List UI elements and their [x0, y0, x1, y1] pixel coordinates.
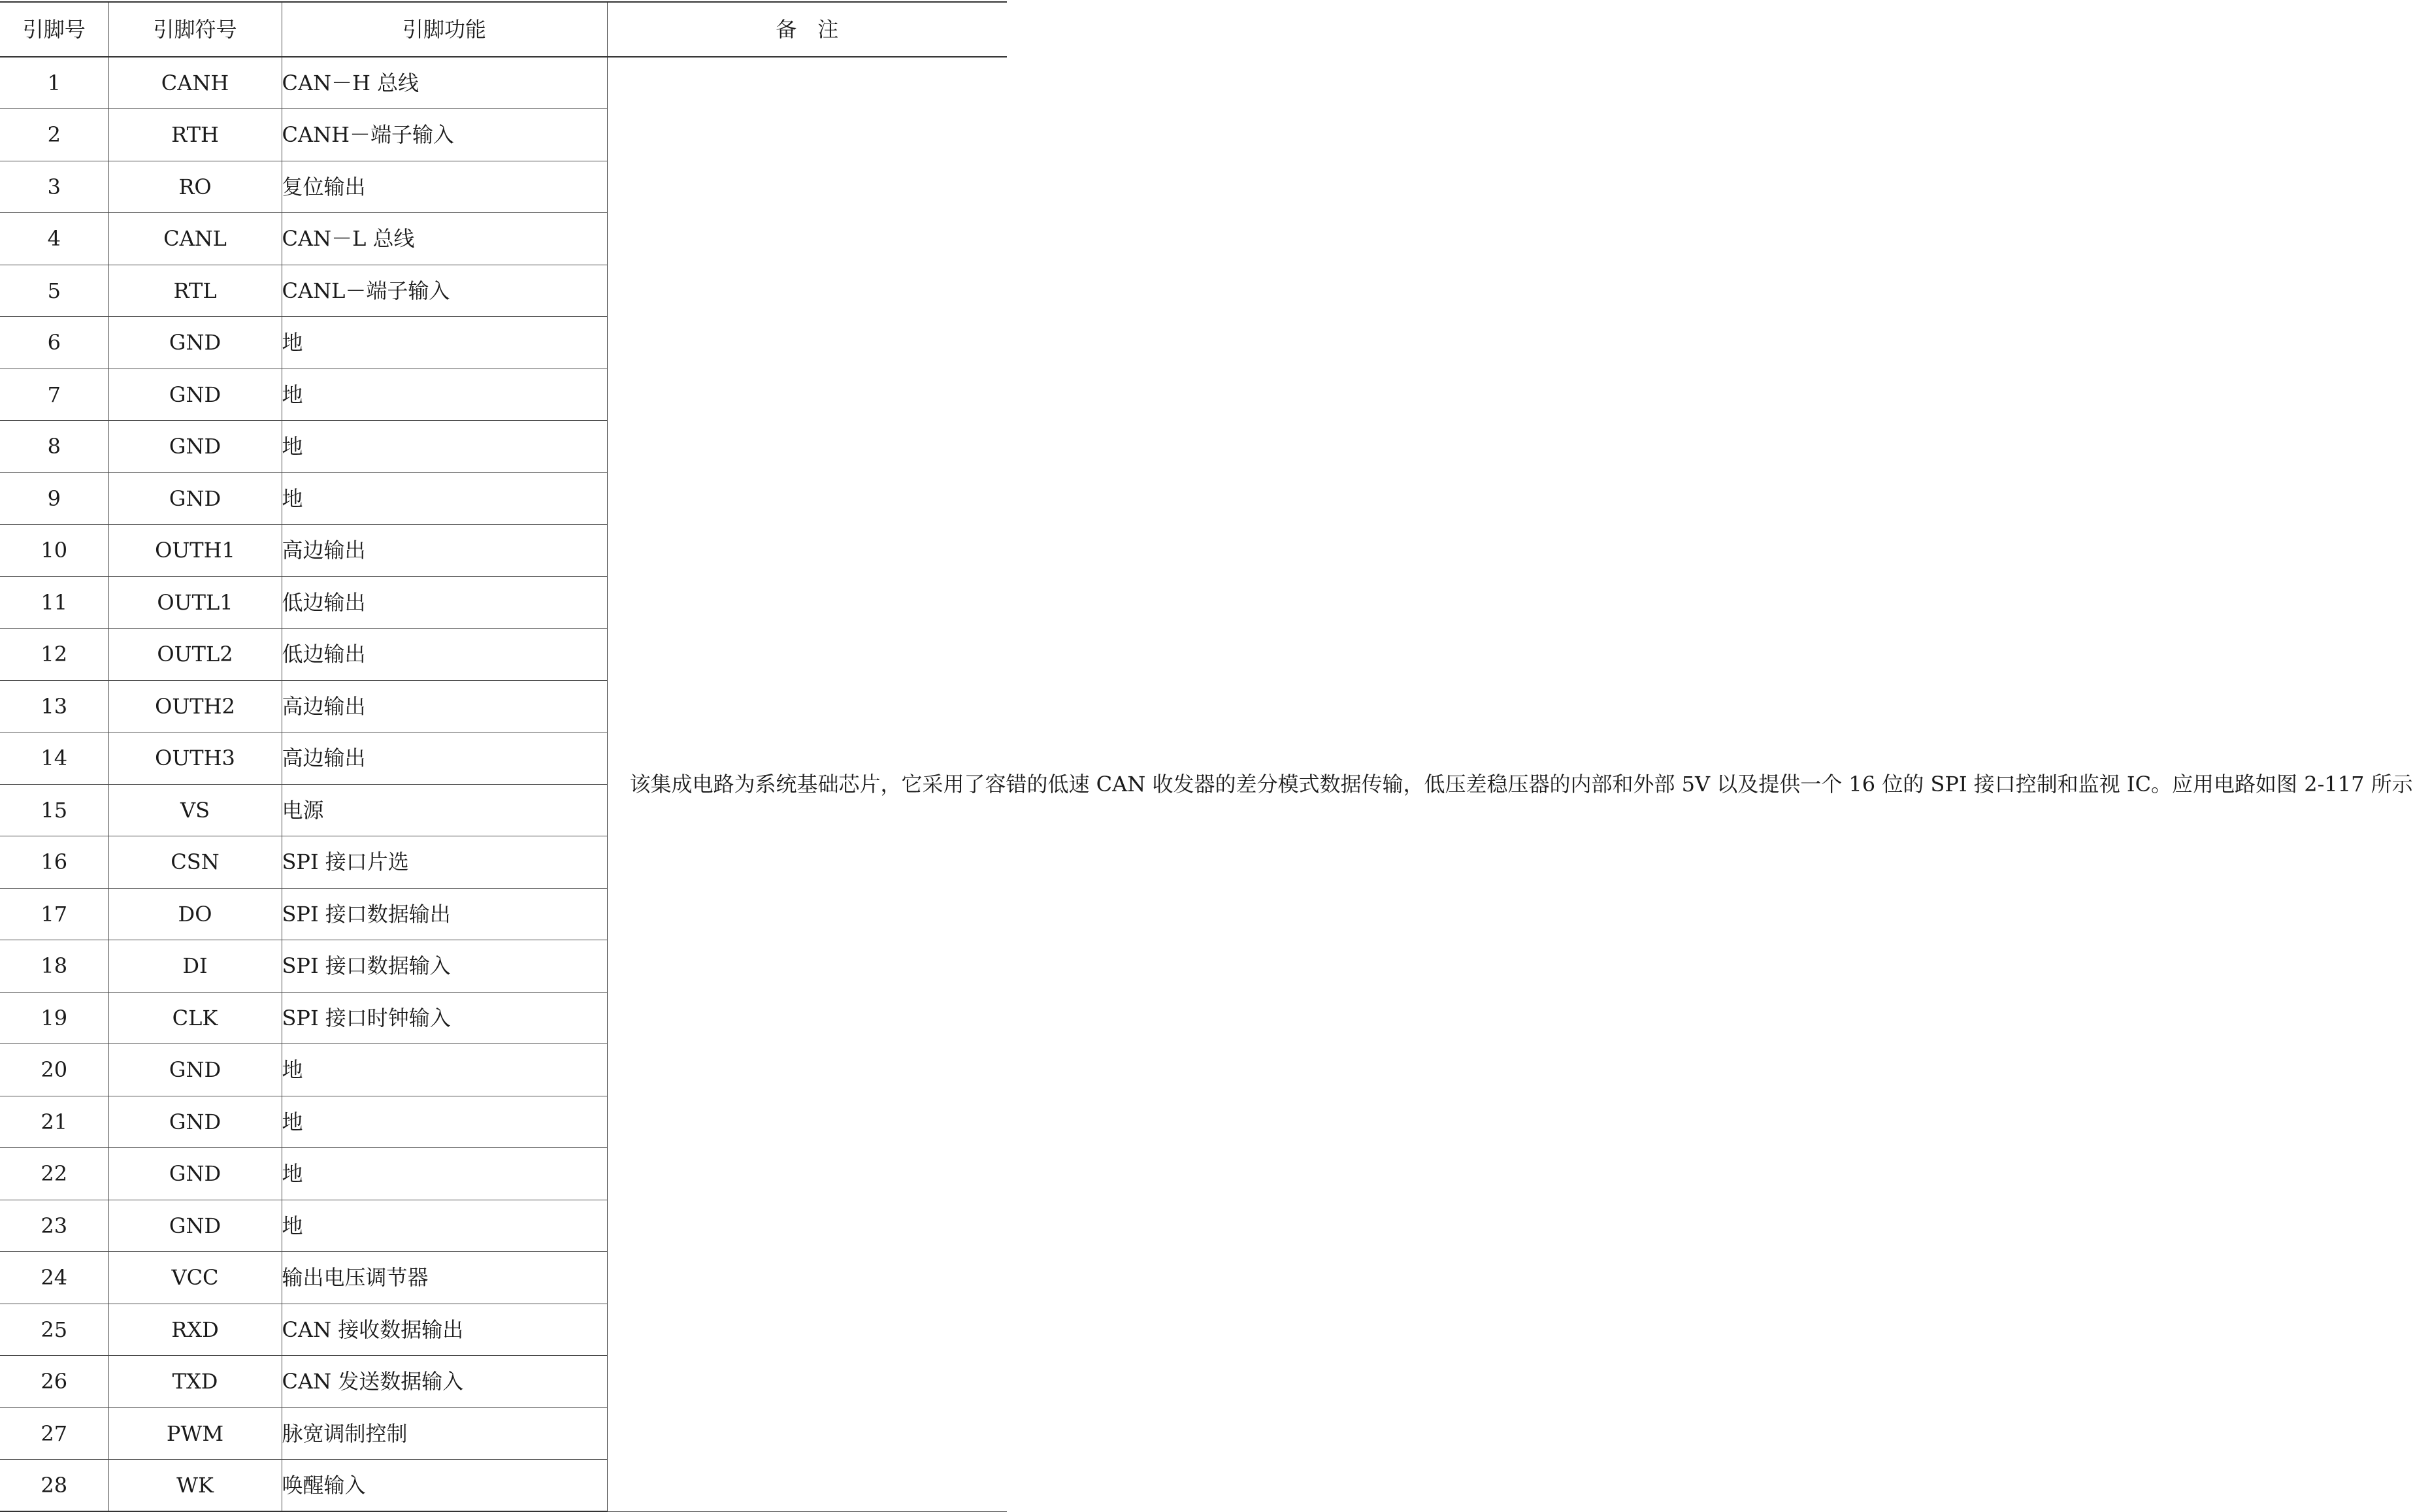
pin-symbol-cell: OUTH1	[108, 525, 282, 577]
pin-number-cell: 12	[0, 629, 108, 681]
header-pin-function: 引脚功能	[282, 2, 607, 57]
pin-number-cell: 17	[0, 888, 108, 940]
pin-symbol-cell: CANH	[108, 57, 282, 109]
pin-function-cell: 唤醒输入	[282, 1460, 607, 1512]
pin-function-cell: 输出电压调节器	[282, 1252, 607, 1304]
pin-number-cell: 13	[0, 680, 108, 732]
pin-symbol-cell: RXD	[108, 1304, 282, 1356]
pin-function-cell: 地	[282, 472, 607, 525]
pin-symbol-cell: GND	[108, 421, 282, 473]
pin-symbol-cell: RTL	[108, 265, 282, 317]
pin-symbol-cell: GND	[108, 1096, 282, 1148]
pin-function-cell: 地	[282, 1044, 607, 1096]
remark-text: 该集成电路为系统基础芯片，它采用了容错的低速 CAN 收发器的差分模式数据传输，低压差稳压器的内部和外部 5V 以及提供一个 16 位的 SPI 接口控制和监视 IC。应用电路如图 2-117 所示	[629, 772, 2413, 797]
pin-function-cell: CAN－L 总线	[282, 213, 607, 265]
pin-symbol-cell: GND	[108, 1200, 282, 1252]
pin-number-cell: 7	[0, 369, 108, 421]
pin-number-cell: 27	[0, 1407, 108, 1460]
pin-function-cell: 地	[282, 1096, 607, 1148]
pin-number-cell: 5	[0, 265, 108, 317]
pin-number-cell: 22	[0, 1148, 108, 1200]
pin-symbol-cell: GND	[108, 472, 282, 525]
pin-number-cell: 16	[0, 836, 108, 889]
pin-number-cell: 10	[0, 525, 108, 577]
pin-table	[0, 1, 2413, 1512]
pin-function-cell: 地	[282, 1148, 607, 1200]
pin-function-cell: CAN 接收数据输出	[282, 1304, 607, 1356]
table-header-row	[0, 2, 1007, 57]
pin-function-cell: 复位输出	[282, 161, 607, 213]
pin-number-cell: 24	[0, 1252, 108, 1304]
pin-number-cell: 23	[0, 1200, 108, 1252]
pin-number-cell: 14	[0, 732, 108, 785]
pin-number-cell: 2	[0, 109, 108, 161]
pin-symbol-cell: PWM	[108, 1407, 282, 1460]
pin-number-cell: 18	[0, 940, 108, 993]
header-pin-number: 引脚号	[0, 2, 108, 57]
pin-symbol-cell: RO	[108, 161, 282, 213]
pin-function-cell: 地	[282, 1200, 607, 1252]
pin-function-cell: 高边输出	[282, 680, 607, 732]
pin-function-cell: CANL－端子输入	[282, 265, 607, 317]
pin-number-cell: 9	[0, 472, 108, 525]
pin-symbol-cell: VS	[108, 784, 282, 836]
pin-symbol-cell: DO	[108, 888, 282, 940]
pin-number-cell: 25	[0, 1304, 108, 1356]
pin-function-cell: 脉宽调制控制	[282, 1407, 607, 1460]
pin-number-cell: 3	[0, 161, 108, 213]
table-row	[0, 57, 1007, 109]
pin-number-cell: 15	[0, 784, 108, 836]
pin-function-cell: 高边输出	[282, 525, 607, 577]
pin-symbol-cell: OUTL2	[108, 629, 282, 681]
pin-function-cell: SPI 接口数据输出	[282, 888, 607, 940]
pin-symbol-cell: CANL	[108, 213, 282, 265]
pin-symbol-cell: OUTH2	[108, 680, 282, 732]
remark-cell	[607, 57, 2413, 1511]
pin-symbol-cell: OUTH3	[108, 732, 282, 785]
pin-symbol-cell: GND	[108, 369, 282, 421]
pin-symbol-cell: GND	[108, 1044, 282, 1096]
pin-function-cell: 高边输出	[282, 732, 607, 785]
pin-function-cell: 地	[282, 369, 607, 421]
pin-number-cell: 28	[0, 1460, 108, 1512]
pin-number-cell: 20	[0, 1044, 108, 1096]
pin-number-cell: 8	[0, 421, 108, 473]
pin-function-cell: CAN 发送数据输入	[282, 1356, 607, 1408]
pin-symbol-cell: GND	[108, 317, 282, 369]
pin-function-cell: 电源	[282, 784, 607, 836]
pin-number-cell: 1	[0, 57, 108, 109]
pin-function-cell: SPI 接口数据输入	[282, 940, 607, 993]
pin-function-cell: 地	[282, 317, 607, 369]
pin-symbol-cell: OUTL1	[108, 576, 282, 629]
pin-number-cell: 21	[0, 1096, 108, 1148]
pin-symbol-cell: WK	[108, 1460, 282, 1512]
pin-number-cell: 4	[0, 213, 108, 265]
pin-symbol-cell: GND	[108, 1148, 282, 1200]
pin-number-cell: 6	[0, 317, 108, 369]
pin-symbol-cell: CLK	[108, 992, 282, 1044]
pin-function-cell: 地	[282, 421, 607, 473]
header-remark: 备 注	[607, 2, 1007, 57]
pin-function-cell: SPI 接口时钟输入	[282, 992, 607, 1044]
pin-number-cell: 19	[0, 992, 108, 1044]
pin-symbol-cell: RTH	[108, 109, 282, 161]
pin-function-cell: 低边输出	[282, 576, 607, 629]
pin-number-cell: 11	[0, 576, 108, 629]
pin-function-cell: SPI 接口片选	[282, 836, 607, 889]
pin-number-cell: 26	[0, 1356, 108, 1408]
pin-symbol-cell: VCC	[108, 1252, 282, 1304]
pin-function-cell: 低边输出	[282, 629, 607, 681]
table-body	[0, 57, 2413, 1511]
pin-symbol-cell: DI	[108, 940, 282, 993]
pin-symbol-cell: TXD	[108, 1356, 282, 1408]
pin-symbol-cell: CSN	[108, 836, 282, 889]
pin-function-cell: CAN－H 总线	[282, 57, 607, 109]
pin-function-cell: CANH－端子输入	[282, 109, 607, 161]
header-pin-symbol: 引脚符号	[108, 2, 282, 57]
